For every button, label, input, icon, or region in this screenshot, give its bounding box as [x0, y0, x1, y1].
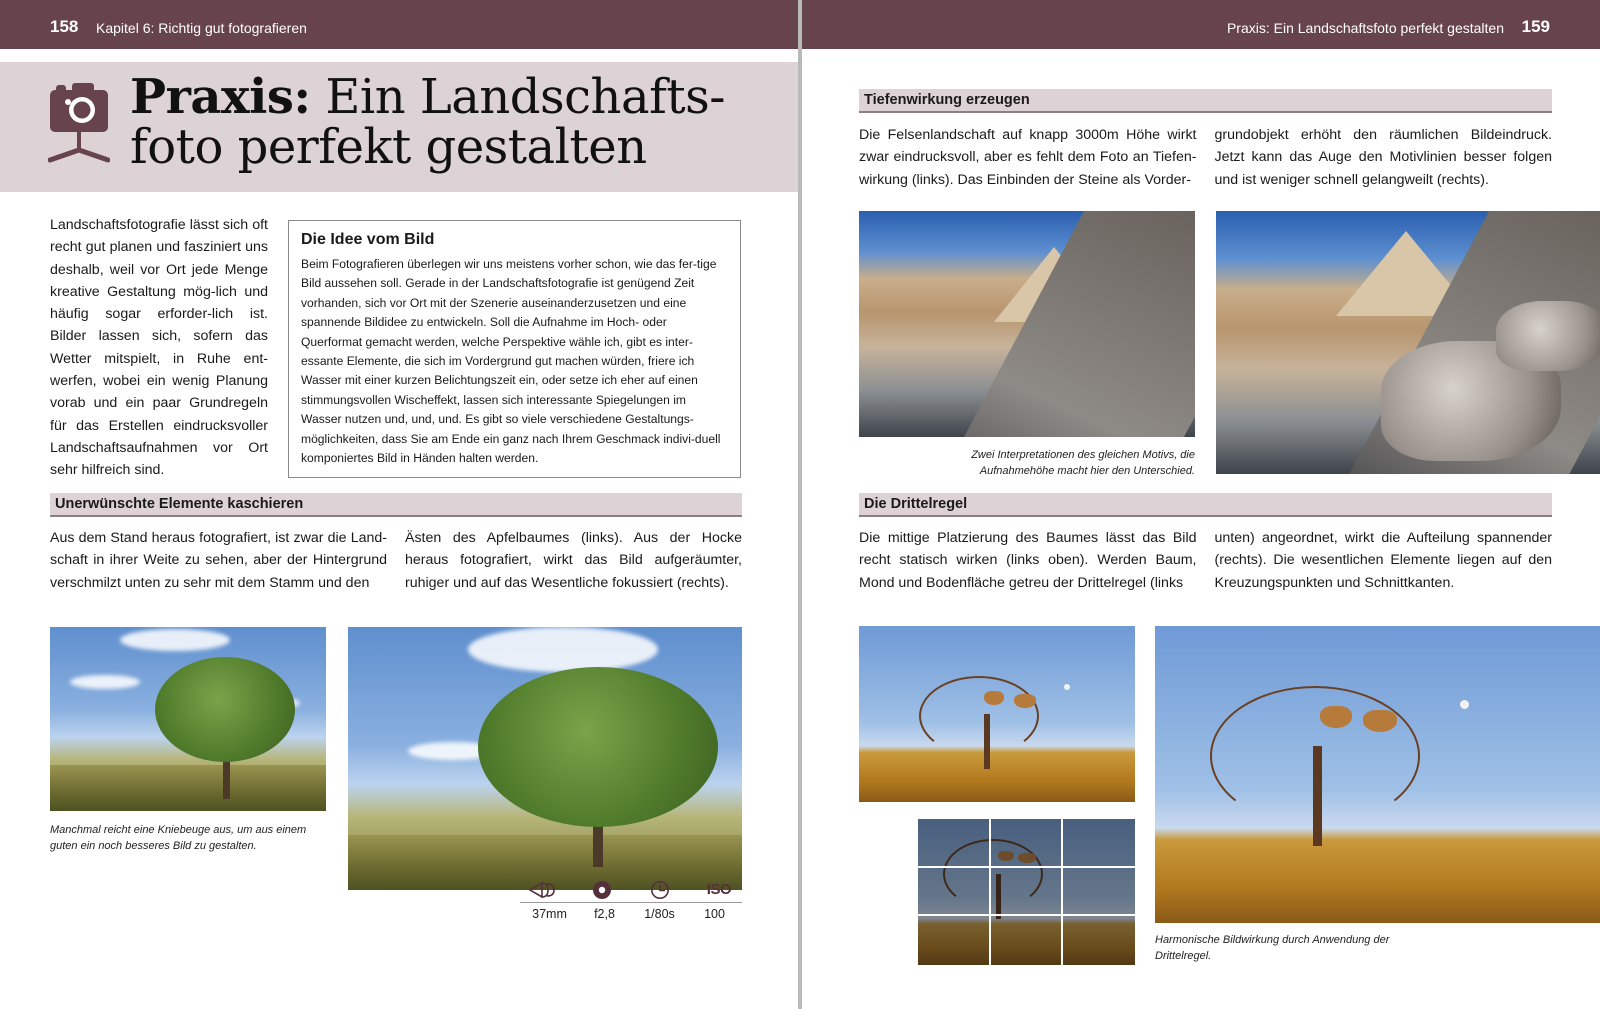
exif-icons: [520, 877, 742, 903]
focal-length-value: 37mm: [532, 907, 567, 921]
photo-apple-tree-standing: [50, 627, 326, 811]
thirds-grid-overlay: [918, 819, 1135, 965]
iso-value: 100: [704, 907, 725, 921]
info-box-heading: Die Idee vom Bild: [301, 231, 435, 248]
iso-label: ISO: [706, 881, 732, 898]
text-column: Die mittige Platzierung des Baumes lässt das Bild recht statisch wirken (links oben). Werden Baum, Mond und Bodenfläche getreu der Drittelregel (links: [859, 530, 1197, 591]
text-column: Aus dem Stand heraus fotografiert, ist zwar die Land-schaft in ihrer Weite zu sehen, aber der Hintergrund verschmilzt unten zu sehr mit dem Stamm und den: [50, 530, 387, 591]
photo-tree-rule-of-thirds: [1155, 626, 1600, 923]
clock-icon: [643, 880, 677, 900]
section-body-tiefenwirkung: [859, 124, 1552, 191]
text-column: grundobjekt erhöht den räumlichen Bildeindruck. Jetzt kann das Auge den Motivlinien besser folgen und ist weniger schnell gelangweilt (rechts).: [1214, 127, 1552, 188]
title-line1: Ein Landschafts-: [310, 69, 725, 125]
chapter-title: Kapitel 6: Richtig gut fotografieren: [96, 20, 307, 36]
photo-tree-centered: [859, 626, 1135, 802]
photo-mountain-foreground-rocks: [1216, 211, 1600, 474]
section-body-unerwuenscht: [50, 527, 742, 594]
info-box-body: Beim Fotografieren überlegen wir uns meistens vorher schon, wie das fer-tige Bild aussehen soll. Gerade in der Landschaftsfotografie ist genügend Zeit vorhanden, sich vor Ort mit der Szenerie auseinanderzusetzen und eine spannende Bildidee zu entwickeln. Soll die Aufnahme im Hoch- oder Querformat gemacht werden, welche Perspektive wähle ich, gibt es inter-essante Elemente, die sich im Vordergrund gut machen würden, friere ich Wasser mit einer kurzen Belichtungszeit ein, oder setze ich eher auf einen stimmungsvollen Wischeffekt, lassen sich interessante Spiegelungen im Wasser nutzen und, und, und. Es gibt so viele verschiedene Gestaltungs-möglichkeiten, dass Sie am Ende ein ganz nach Ihrem Geschmack indivi-duell komponiertes Bild in Händen halten werden.: [301, 257, 721, 466]
section-title: Praxis: Ein Landschaftsfoto perfekt gestalten: [1226, 20, 1504, 36]
photo-caption-apple: Manchmal reicht eine Kniebeuge aus, um aus einem guten ein noch besseres Bild zu gestalten.: [50, 824, 307, 852]
title-line2: foto perfekt gestalten: [130, 119, 647, 175]
photo-mountain-flat: [859, 211, 1195, 437]
text-column: Ästen des Apfelbaumes (links). Aus der Hocke heraus fotografiert, wirkt das Bild aufgeräumter, ruhiger und auf das Wesentliche fokussiert (rechts).: [405, 530, 742, 591]
aperture-icon: [585, 880, 619, 900]
exif-info: [520, 877, 742, 921]
text-column: unten) angeordnet, wirkt die Aufteilung spannender (rechts). Die wesentlichen Elemente liegen auf den Kreuzungspunkten und Schnittkanten.: [1214, 530, 1552, 591]
page-number: 158: [50, 17, 79, 36]
section-heading-drittelregel: Die Drittelregel: [859, 493, 1552, 517]
text-column: Die Felsenlandschaft auf knapp 3000m Höhe wirkt zwar eindrucksvoll, aber es fehlt dem Foto an Tiefen-wirkung (links). Das Einbinden der Steine als Vorder-: [859, 127, 1197, 188]
camera-on-tripod-icon: [48, 82, 110, 164]
lens-icon: [526, 881, 560, 899]
page-title: [130, 69, 725, 175]
section-heading-tiefenwirkung: Tiefenwirkung erzeugen: [859, 89, 1552, 113]
right-page: [802, 0, 1600, 1009]
section-heading-unerwuenscht: Unerwünschte Elemente kaschieren: [50, 493, 742, 517]
photo-caption-mountain: Zwei Interpretationen des gleichen Motivs, die Aufnahmehöhe macht hier den Unterschied.: [971, 449, 1195, 477]
title-band: [0, 62, 798, 192]
page-number: 159: [1521, 17, 1550, 36]
info-box: [288, 220, 741, 478]
exif-values: [520, 903, 742, 921]
running-header-right: [802, 0, 1600, 49]
photo-caption-drittelregel: Harmonische Bildwirkung durch Anwendung der Drittelregel.: [1155, 934, 1390, 962]
intro-paragraph: Landschaftsfotografie lässt sich oft recht gut planen und fasziniert uns deshalb, weil vor Ort jede Menge kreative Gestaltung mög-lich und häufig sogar erforder-lich ist. Bilder lassen sich, sofern das Wetter mitspielt, in Ruhe ent-werfen, wobei ein wenig Planung vorab und ein paar Grundregeln für das Erstellen eindrucksvoller Landschaftsaufnahmen vor Ort sehr hilfreich sind.: [50, 217, 268, 479]
aperture-value: f2,8: [594, 907, 615, 921]
shutter-value: 1/80s: [644, 907, 675, 921]
section-body-drittelregel: [859, 527, 1552, 594]
title-bold: Praxis:: [130, 69, 311, 125]
left-page: [0, 0, 798, 1009]
photo-apple-tree-crouching: [348, 627, 742, 890]
running-header-left: [0, 0, 798, 49]
